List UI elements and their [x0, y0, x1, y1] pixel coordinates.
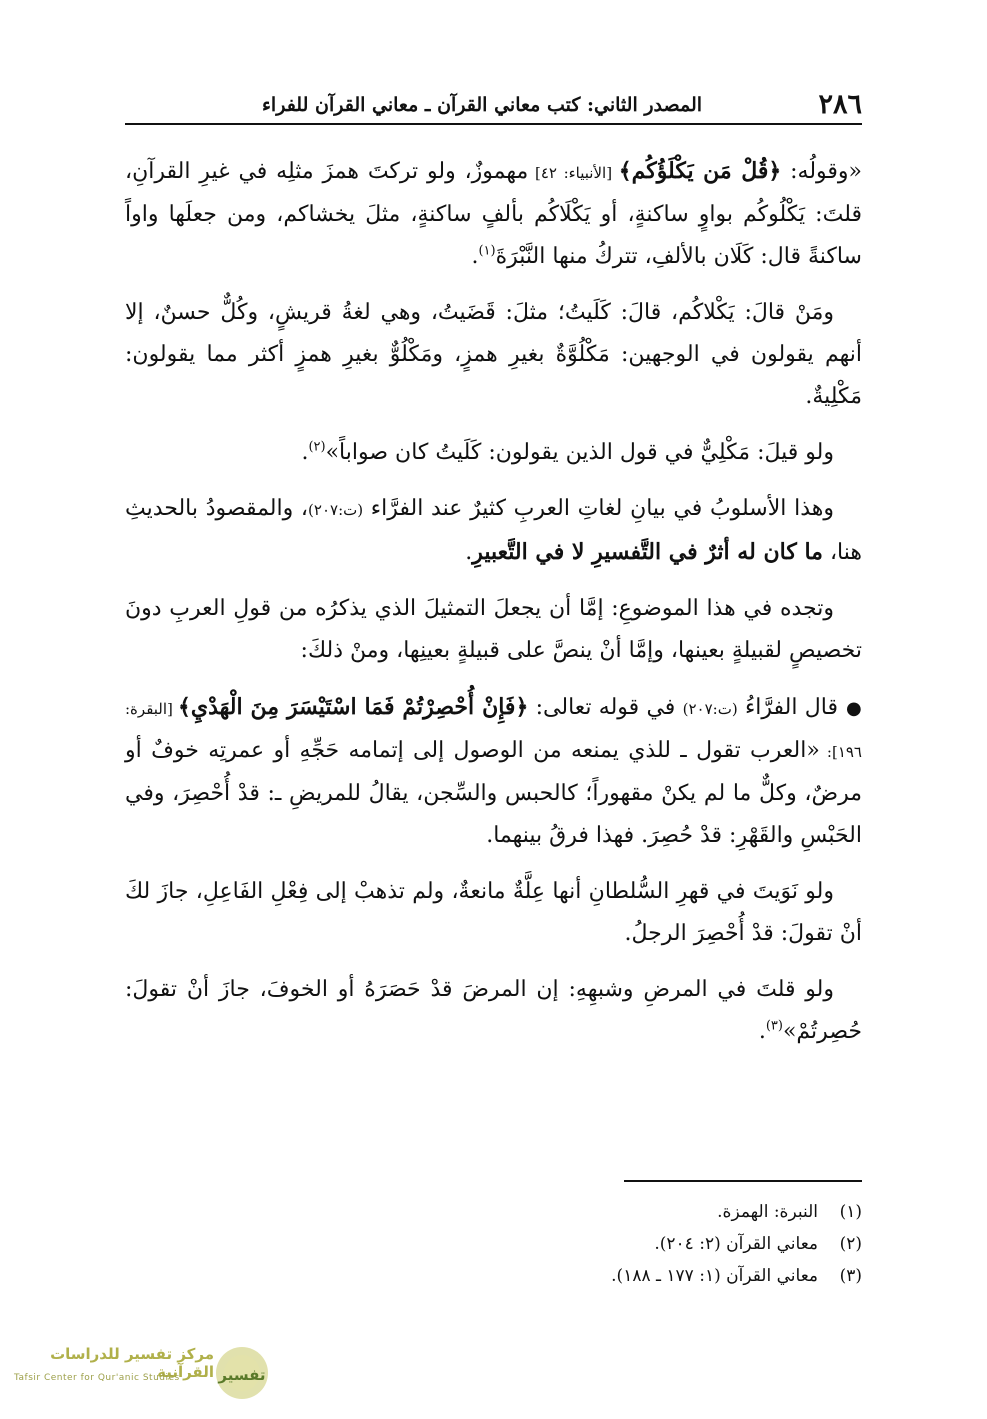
- footnote-marker[interactable]: (٢): [308, 439, 326, 455]
- text-span: .: [301, 440, 309, 465]
- footnote-marker[interactable]: (٣): [765, 1018, 783, 1034]
- text-span: ، والمقصودُ بالحديثِ هنا،: [125, 496, 862, 565]
- paragraph-2: ومَنْ قالَ: يَكْلاكُم، قالَ: كَلَيتُ؛ مثلَ: قَضَيتُ، وهي لغةُ قريشٍ، وكُلٌّ حسنٌ، إلا أنهم يقولون في الوجهين: مَكْلُوَّةٌ بغيرِ همزٍ، ومَكْلُوٌّ بغيرِ همزٍ أكثر مما يقولون: مَكْلِيةٌ.: [125, 300, 862, 409]
- footnote-number: (٣): [839, 1266, 862, 1286]
- paragraph-5: وتجده في هذا الموضوعِ: إمَّا أن يجعلَ التمثيلَ الذي يذكرُه من قولِ العربِ دونَ تخصيصٍ لقبيلةٍ بعينها، وإمَّا أنْ ينصَّ على قبيلةٍ بعينِها، ومنْ ذلكَ:: [125, 596, 862, 663]
- bullet-icon: ●: [845, 698, 862, 719]
- header-rule: [125, 123, 862, 125]
- text-span: قال الفرَّاءُ: [737, 695, 838, 720]
- footnote-marker[interactable]: (١): [478, 243, 496, 259]
- running-title: المصدر الثاني: كتب معاني القرآن ـ معاني القرآن للفراء: [262, 94, 703, 116]
- text-span: ولو قيلَ: مَكْلِيٌّ في قول الذين يقولون: كَلَيتُ كان صواباً»: [325, 440, 834, 465]
- footnote-text: معاني القرآن (١: ١٧٧ ـ ١٨٨).: [611, 1266, 818, 1286]
- logo-emblem-icon: [214, 1345, 270, 1401]
- text-span: «العرب تقول ـ للذي يمنعه من الوصول إلى إتمامه حَجِّهِ أو عمرتِه خوفٌ أو مرضٌ، وكلٌّ ما لم يكنْ مقهوراً؛ كالحبس والسِّجن، يقالُ للمريضِ ـ: قدْ أُحْصِرَ، وفي الحَبْسِ والقَهْرِ: قدْ حُصِرَ. فهذا فرقُ بينهما.: [125, 738, 862, 848]
- verse-reference: [البقرة: ١٩٦]:: [125, 700, 862, 761]
- footnote-rule: [624, 1180, 862, 1182]
- logo-english-name: Tafsir Center for Qur'anic Studies: [14, 1373, 180, 1383]
- paragraph-7: ولو نَوَيتَ في قهرِ السُّلطانِ أنها عِلَّةٌ مانعةٌ، ولم تذهبْ إلى فِعْلِ الفَاعِلِ، جازَ لكَ أنْ تقولَ: قدْ أُحْصِرَ الرجلُ.: [125, 879, 862, 946]
- text-span: .: [465, 540, 473, 565]
- page-number: ٢٨٦: [818, 89, 862, 120]
- footnote-item: [125, 1196, 862, 1228]
- death-date: (ت:٢٠٧): [308, 501, 364, 519]
- text-span: .: [758, 1019, 766, 1044]
- logo-arabic-name: مركز تفسير للدراسات القرآنية: [50, 1345, 214, 1381]
- quran-verse: ﴿فَإِنْ أُحْصِرْتُمْ فَمَا اسْتَيْسَرَ مِنَ الْهَدْيِ﴾: [177, 694, 529, 720]
- death-date: (ت:٢٠٧): [682, 700, 738, 718]
- text-span: وهذا الأسلوبُ في بيانِ لغاتِ العربِ كثيرٌ عند الفرَّاء: [363, 496, 834, 521]
- bold-emphasis: ما كان له أثرٌ في التَّفسيرِ لا في التَّعبيرِ: [472, 539, 823, 565]
- paragraph-4: [125, 488, 862, 574]
- paragraph-1: [125, 150, 862, 278]
- verse-reference: [الأنبياء: ٤٢]: [528, 164, 619, 182]
- footnote-text: النبرة: الهمزة.: [717, 1202, 818, 1222]
- tafsir-center-logo: [8, 1345, 270, 1403]
- quran-verse: ﴿قُلْ مَن يَكْلَؤُكُم﴾: [618, 158, 782, 184]
- page-header: [262, 86, 862, 120]
- text-span: ولو قلتَ في المرضِ وشبهِهِ: إن المرضَ قدْ حَصَرَهُ أو الخوفَ، جازَ أنْ تقولَ: حُصِرتُمْ»: [125, 977, 862, 1044]
- footnote-number: (١): [839, 1202, 862, 1222]
- text-span: مهموزٌ، ولو تركتَ همزَ مثلِه في غيرِ القرآنِ، قلتَ: يَكْلُوكُم بواوٍ ساكنةٍ، أو يَكْلَاكُم بألفٍ ساكنةٍ، مثلَ يخشاكم، ومن جعلَها واواً ساكنةً قال: كَلَان بالألفِ، تتركُ منها النَّبْرَةَ: [125, 159, 862, 269]
- footnote-item: [125, 1260, 862, 1292]
- paragraph-6: [125, 686, 862, 857]
- text-span: في قوله تعالى:: [528, 695, 683, 720]
- footnotes: [125, 1196, 862, 1292]
- footnote-text: معاني القرآن (٢: ٢٠٤).: [654, 1234, 818, 1254]
- logo-mark-text: تفسير: [218, 1366, 266, 1384]
- footnote-item: [125, 1228, 862, 1260]
- footnote-number: (٢): [839, 1234, 862, 1254]
- paragraph-8: [125, 969, 862, 1053]
- paragraph-3: [125, 432, 862, 474]
- text-span: .: [471, 244, 479, 269]
- body-text: [125, 150, 862, 1067]
- text-span: «وقولُه:: [781, 159, 862, 184]
